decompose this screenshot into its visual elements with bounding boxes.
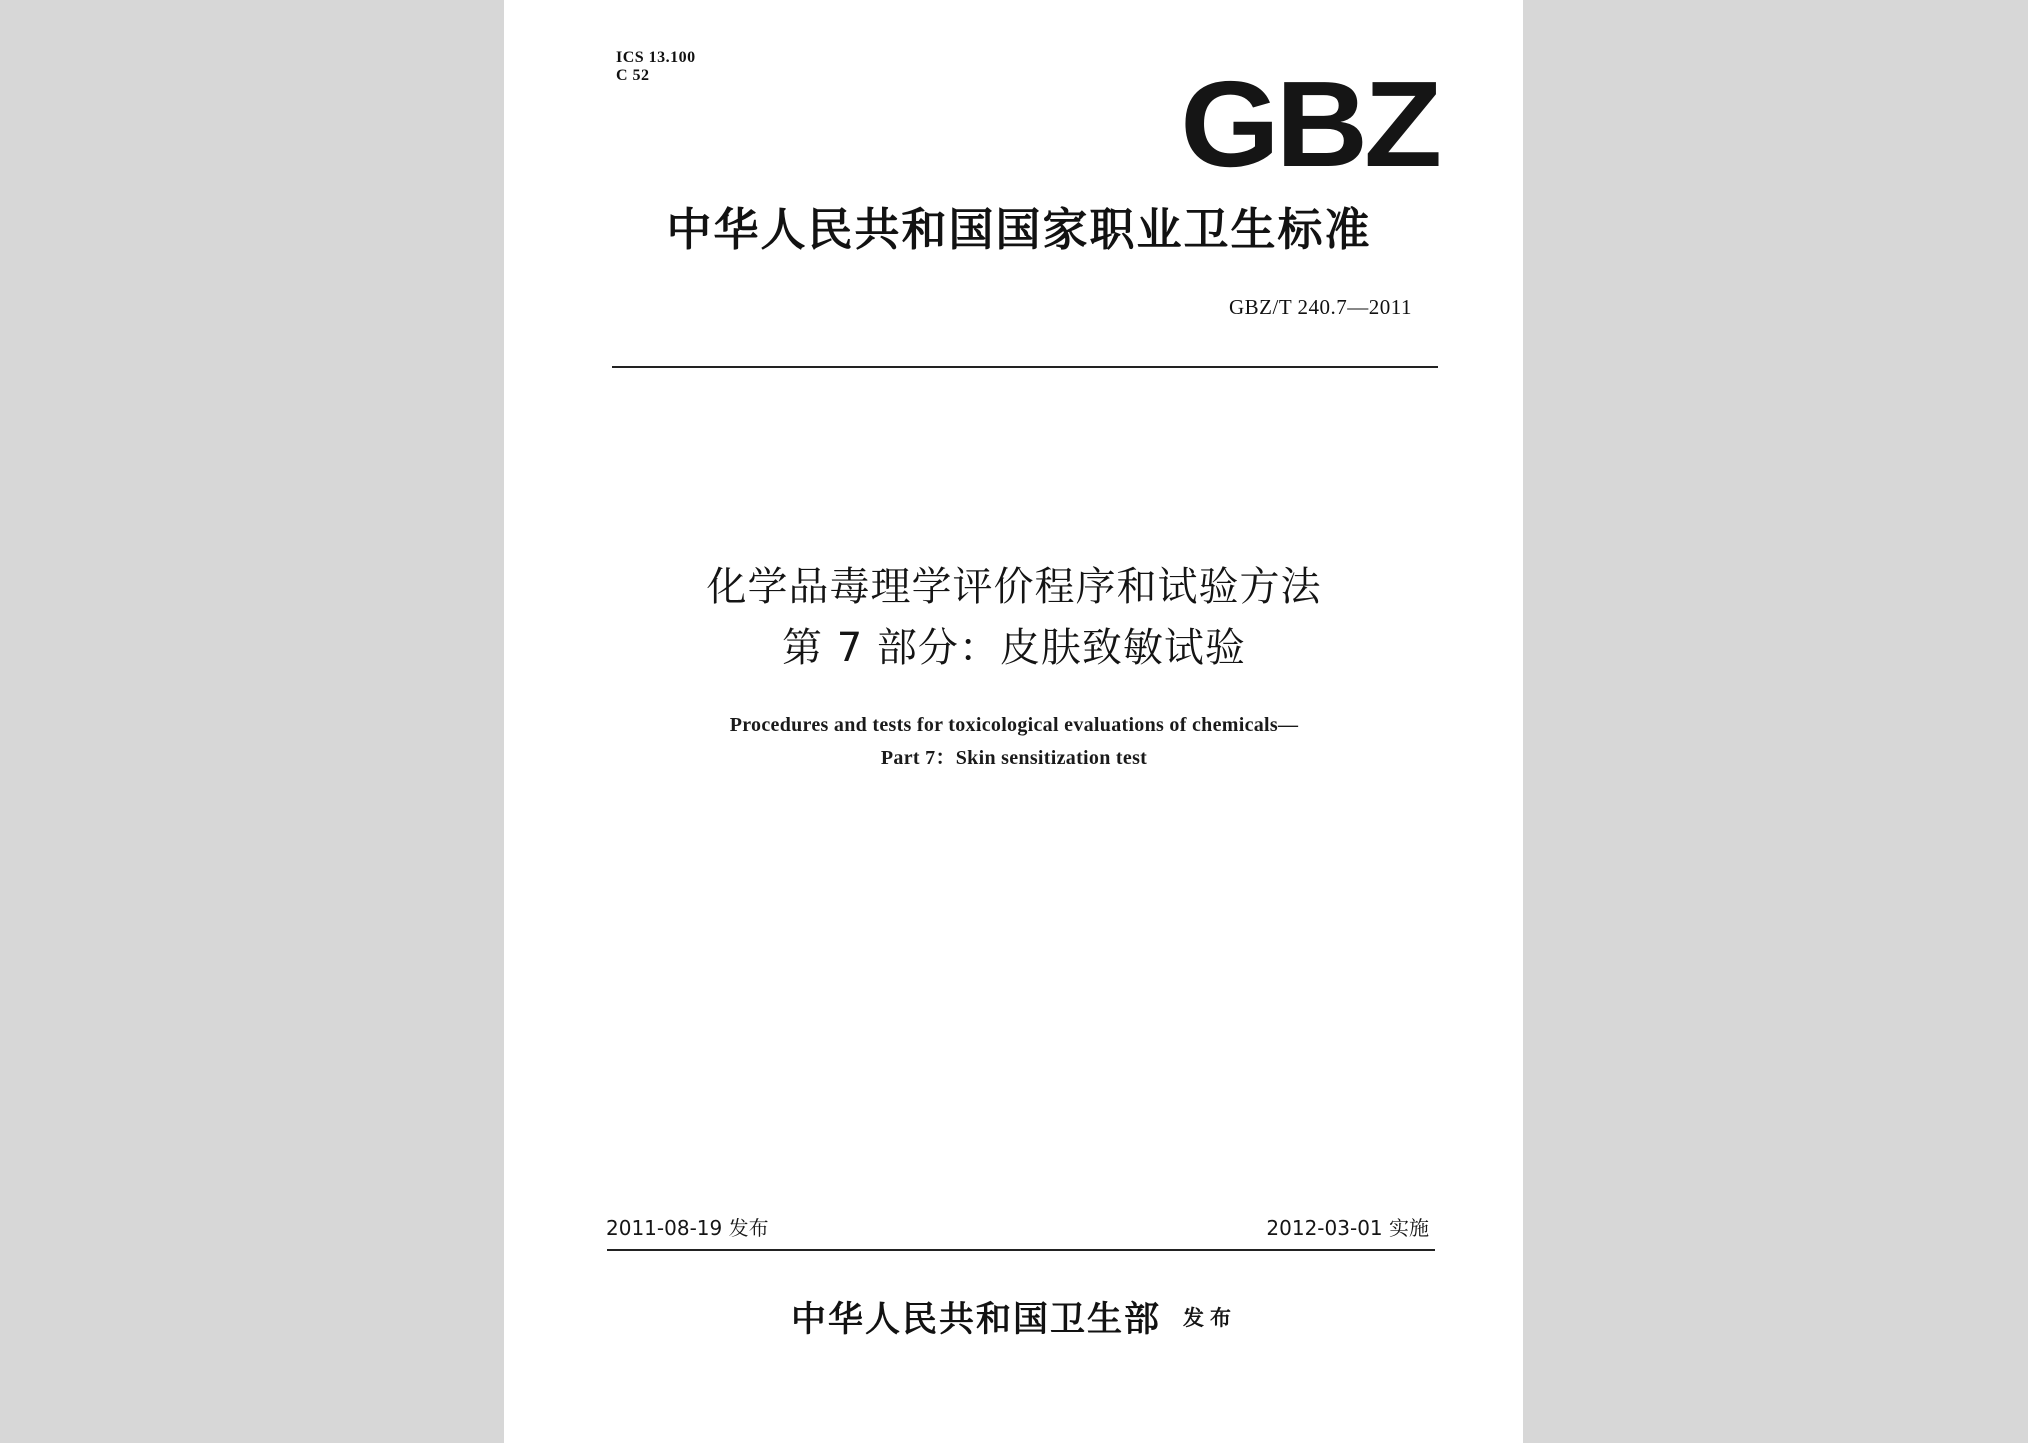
chinese-title-line-2: 第 7 部分：皮肤致敏试验	[782, 625, 1246, 671]
issue-date: 2011-08-19 发布	[606, 1216, 769, 1240]
chinese-title-line-1: 化学品毒理学评价程序和试验方法	[706, 564, 1322, 610]
bottom-divider	[607, 1249, 1435, 1251]
document-page	[504, 0, 1523, 1443]
authority-title: 中华人民共和国国家职业卫生标准	[666, 203, 1372, 256]
english-title-line-2: Part 7：Skin sensitization test	[880, 747, 1148, 769]
issuer-line	[564, 1292, 1464, 1342]
ics-code: ICS 13.100	[616, 49, 696, 66]
issuer-suffix: 发布	[1183, 1306, 1237, 1330]
standard-number: GBZ/T 240.7—2011	[1228, 295, 1412, 319]
ccs-code: C 52	[616, 67, 650, 84]
english-title-line-1: Procedures and tests for toxicological evaluations of chemicals—	[729, 714, 1299, 736]
top-divider	[612, 366, 1438, 368]
gbz-logo: GBZ	[1180, 56, 1438, 192]
issuer-name: 中华人民共和国卫生部	[790, 1299, 1161, 1340]
implementation-date: 2012-03-01 实施	[1266, 1216, 1429, 1240]
